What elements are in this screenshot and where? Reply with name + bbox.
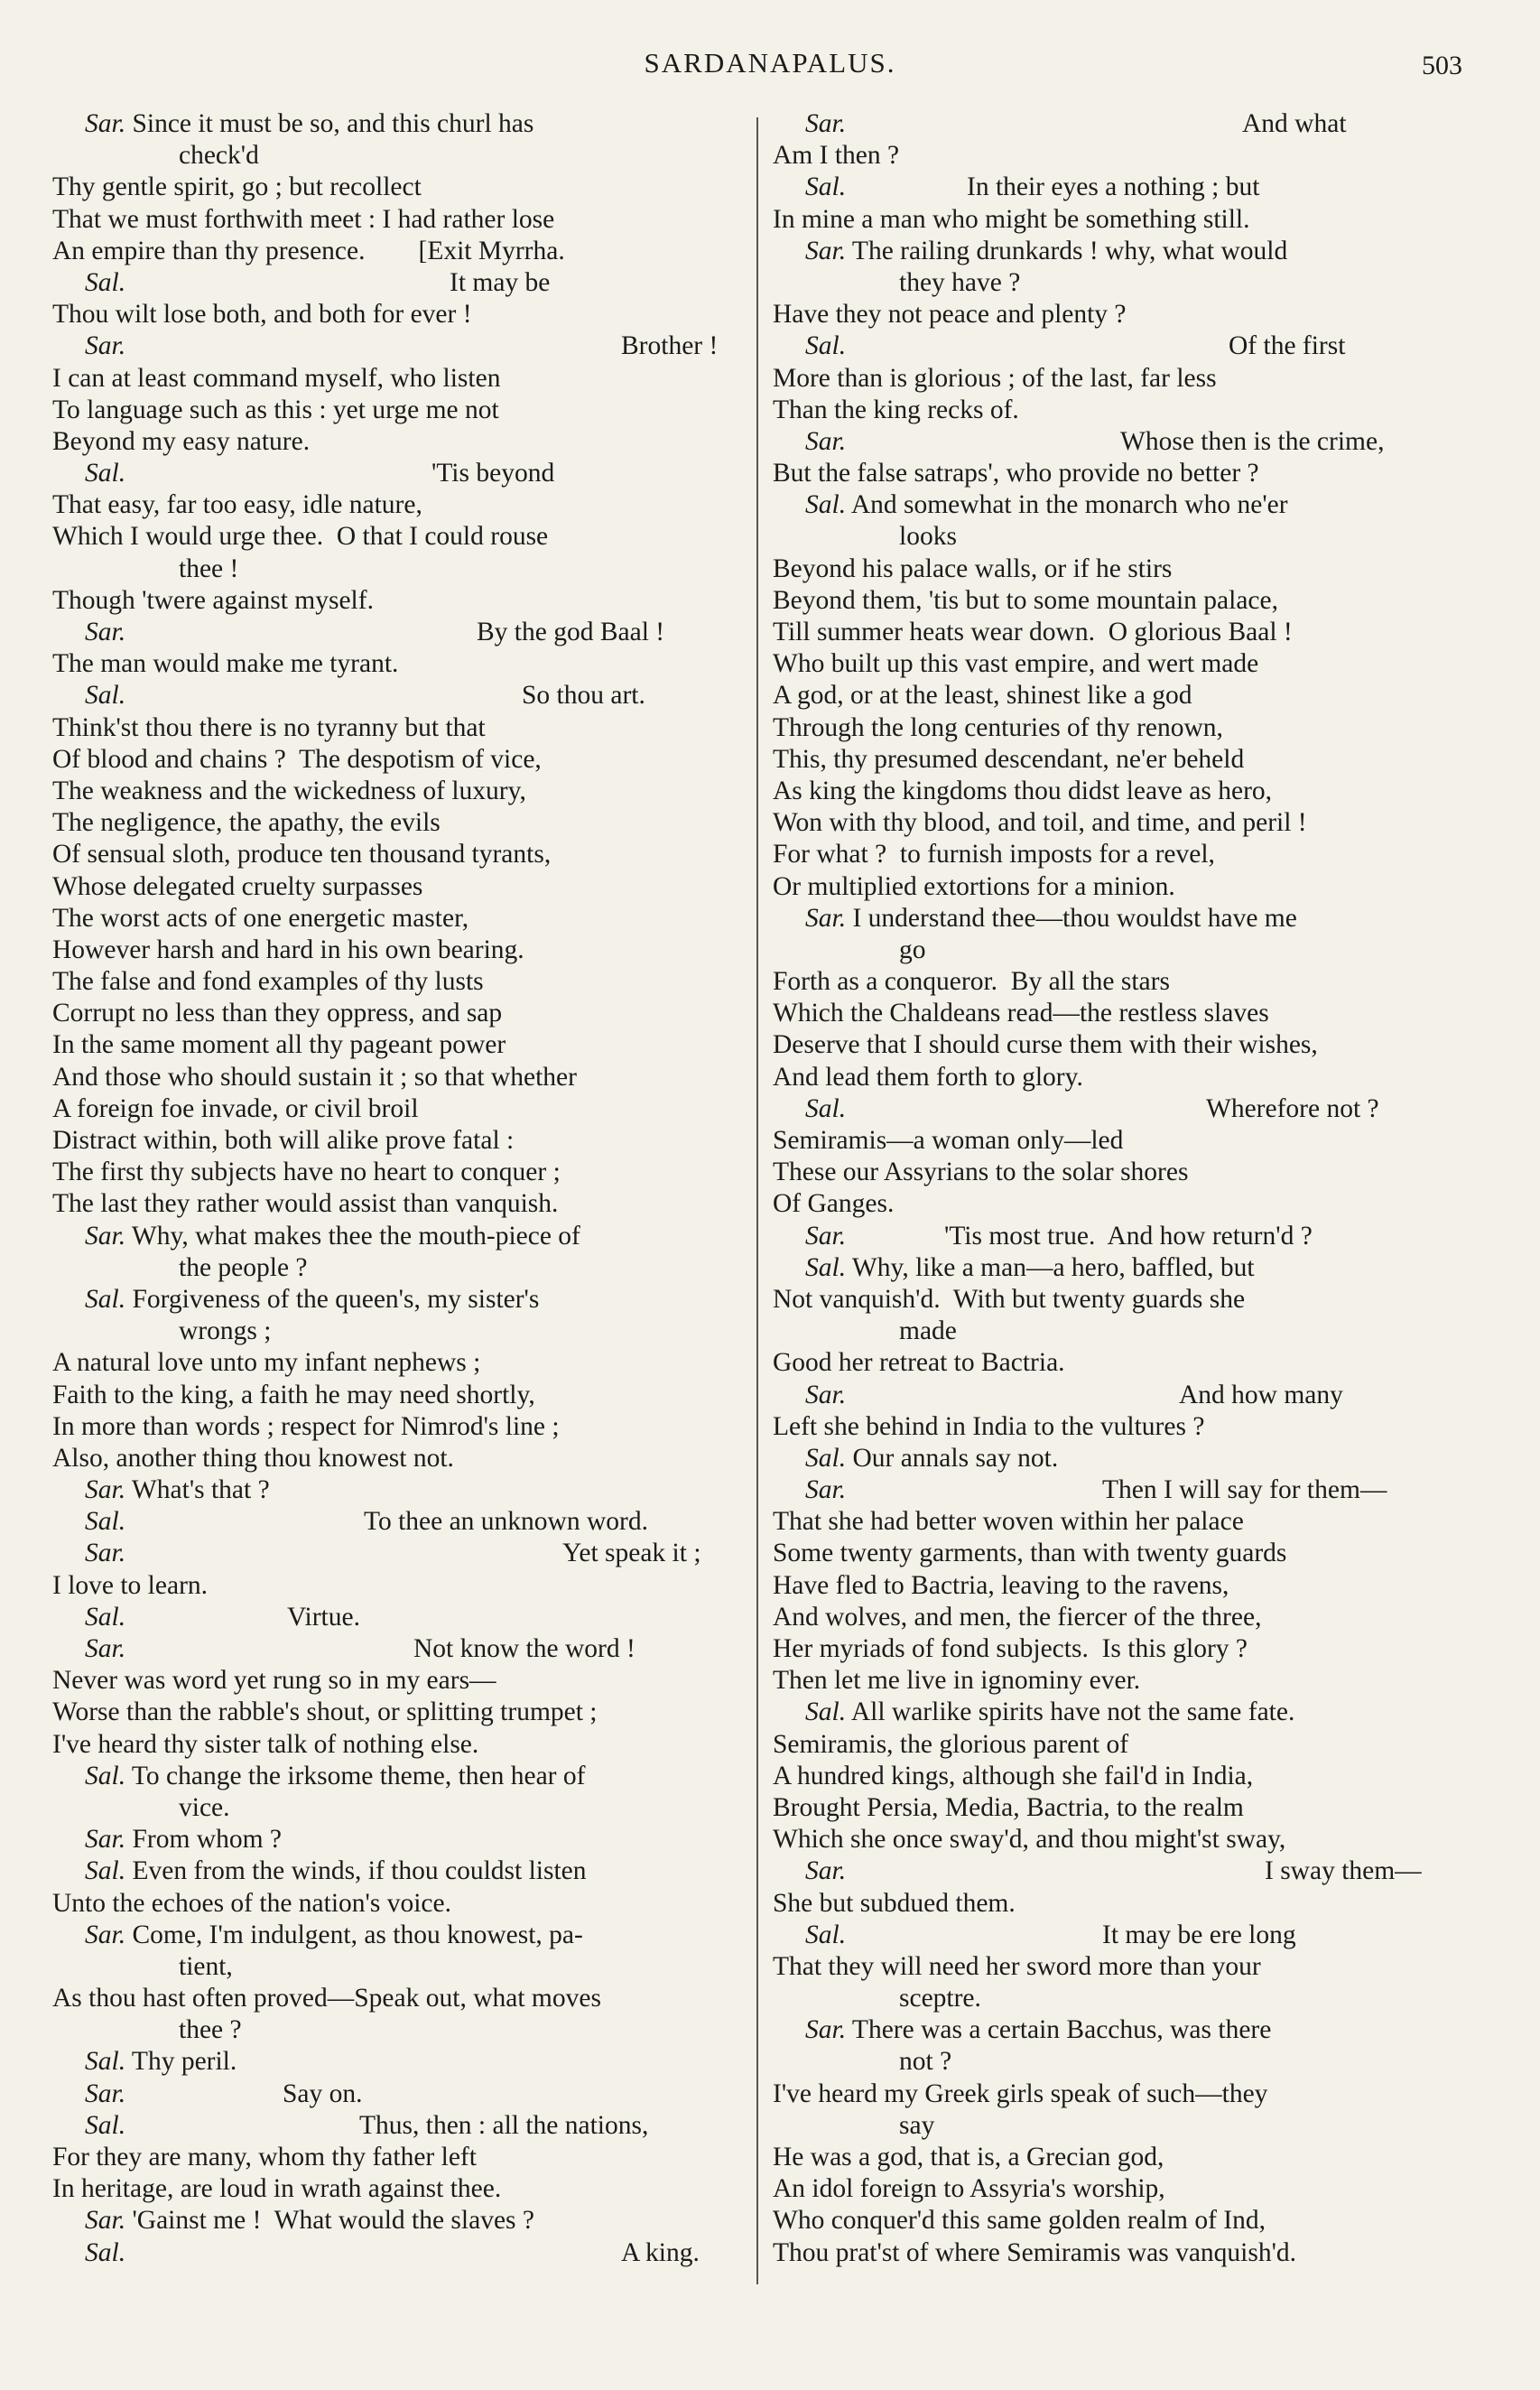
- verse-line: [773, 1474, 1486, 1506]
- line-text: To change the irksome theme, then hear of: [125, 1761, 586, 1790]
- verse-line: I've heard my Greek girls speak of such—they: [773, 2078, 1268, 2108]
- verse-line: [773, 1221, 1486, 1252]
- verse-line: Never was word yet rung so in my ears—: [52, 1666, 496, 1696]
- line-text: The railing drunkards ! why, what would: [846, 236, 1288, 265]
- speaker-name: Sal.: [805, 1697, 847, 1727]
- verse-line: More than is glorious ; of the last, far less: [773, 363, 1217, 393]
- verse-line: Which she once sway'd, and thou might'st sway,: [773, 1825, 1286, 1855]
- verse-line: tient,: [179, 1951, 233, 1981]
- verse-line: I can at least command myself, who listen: [52, 363, 501, 393]
- line-text: Since it must be so, and this churl has: [125, 109, 534, 138]
- verse-line: Good her retreat to Bactria.: [773, 1348, 1065, 1378]
- speaker-name: Sar.: [85, 1539, 126, 1568]
- verse-line: The man would make me tyrant.: [52, 649, 399, 679]
- line-text: So thou art.: [522, 681, 645, 711]
- verse-line: not ?: [899, 2047, 952, 2077]
- speaker-name: Sar.: [805, 1475, 847, 1505]
- verse-line: [52, 2110, 747, 2142]
- verse-line: [773, 1252, 1486, 1284]
- speaker-name: Sal.: [85, 2237, 126, 2267]
- line-text: Our annals say not.: [846, 1443, 1059, 1473]
- speaker-name: Sar.: [805, 426, 847, 456]
- verse-line: A natural love unto my infant nephews ;: [52, 1348, 481, 1378]
- verse-line: [773, 903, 1486, 935]
- verse-line: wrongs ;: [179, 1316, 272, 1346]
- line-text: Why, like a man—a hero, baffled, but: [846, 1252, 1255, 1282]
- verse-line: [52, 1633, 747, 1665]
- speaker-name: Sar.: [805, 2015, 847, 2045]
- verse-line: [773, 1855, 1486, 1887]
- speaker-name: Sal.: [85, 2110, 126, 2140]
- verse-line: For they are many, whom thy father left: [52, 2143, 477, 2171]
- page-number: 503: [1422, 51, 1462, 80]
- verse-line: [52, 617, 747, 648]
- line-text: Forgiveness of the queen's, my sister's: [125, 1284, 540, 1314]
- verse-line: Of blood and chains ? The despotism of vice,: [52, 744, 542, 774]
- verse-line: [52, 1538, 747, 1569]
- verse-line: A hundred kings, although she fail'd in India,: [773, 1761, 1254, 1790]
- verse-line: He was a god, that is, a Grecian god,: [773, 2143, 1164, 2171]
- verse-line: Brought Persia, Media, Bactria, to the realm: [773, 1792, 1244, 1822]
- line-text: Virtue.: [287, 1602, 360, 1632]
- speaker-name: Sar.: [805, 109, 847, 138]
- verse-line: [52, 2078, 747, 2110]
- verse-line: Of sensual sloth, produce ten thousand tyrants,: [52, 840, 552, 870]
- speaker-name: Sar.: [805, 1221, 847, 1251]
- verse-line: Some twenty garments, than with twenty guards: [773, 1539, 1287, 1568]
- verse-line: A god, or at the least, shinest like a god: [773, 681, 1192, 711]
- speaker-name: Sar.: [85, 109, 126, 138]
- line-text: A king.: [621, 2237, 700, 2267]
- verse-line: That easy, far too easy, idle nature,: [52, 490, 422, 520]
- line-text: Whose then is the crime,: [1120, 426, 1385, 456]
- verse-line: In more than words ; respect for Nimrod's line ;: [52, 1411, 560, 1441]
- verse-line: the people ?: [179, 1252, 308, 1282]
- right-column: [773, 108, 1486, 2269]
- speaker-name: Sal.: [85, 2047, 126, 2077]
- verse-line: Who built up this vast empire, and wert made: [773, 649, 1259, 679]
- verse-line: [773, 1920, 1486, 1951]
- verse-line: made: [899, 1316, 957, 1346]
- speaker-name: Sal.: [805, 172, 847, 202]
- speaker-name: Sal.: [805, 1443, 847, 1473]
- verse-line: Then let me live in ignominy ever.: [773, 1666, 1141, 1696]
- verse-line: Till summer heats wear down. O glorious Baal !: [773, 618, 1293, 646]
- verse-line: [52, 2205, 747, 2237]
- line-text: It may be: [450, 267, 551, 297]
- verse-line: [52, 1221, 747, 1252]
- verse-line: Semiramis, the glorious parent of: [773, 1729, 1129, 1759]
- speaker-name: Sal.: [805, 1093, 847, 1123]
- verse-line: Thou prat'st of where Semiramis was vanquish'd.: [773, 2237, 1297, 2267]
- line-text: Of the first: [1229, 331, 1346, 361]
- speaker-name: Sal.: [85, 681, 126, 711]
- verse-line: [52, 267, 747, 299]
- verse-line: vice.: [179, 1792, 230, 1822]
- speaker-name: Sal.: [85, 1284, 126, 1314]
- verse-line: sceptre.: [899, 1984, 981, 2013]
- verse-line: say: [899, 2110, 935, 2140]
- verse-line: The worst acts of one energetic master,: [52, 903, 469, 933]
- verse-line: [52, 1506, 747, 1538]
- verse-line: Or multiplied extortions for a minion.: [773, 871, 1175, 901]
- verse-line: [773, 1697, 1486, 1728]
- verse-line: Faith to the king, a faith he may need shortly,: [52, 1380, 535, 1409]
- line-text: And somewhat in the monarch who ne'er: [846, 490, 1288, 520]
- speaker-name: Sal.: [85, 1602, 126, 1632]
- line-text: Even from the winds, if thou couldst listen: [125, 1856, 587, 1886]
- line-text: I sway them—: [1265, 1856, 1422, 1886]
- verse-line: they have ?: [899, 267, 1021, 297]
- verse-line: check'd: [179, 141, 259, 171]
- verse-line: looks: [899, 522, 957, 552]
- line-text: What's that ?: [125, 1475, 270, 1505]
- verse-line: [52, 108, 747, 140]
- verse-line: An empire than thy presence. [Exit Myrrha.: [52, 236, 565, 265]
- verse-line: This, thy presumed descendant, ne'er beheld: [773, 744, 1245, 774]
- verse-line: [52, 2046, 747, 2078]
- verse-line: Also, another thing thou knowest not.: [52, 1443, 454, 1473]
- verse-line: Her myriads of fond subjects. Is this glory ?: [773, 1634, 1248, 1663]
- verse-line: Won with thy blood, and toil, and time, and peril !: [773, 808, 1307, 838]
- verse-line: Who conquer'd this same golden realm of Ind,: [773, 2206, 1266, 2236]
- left-column: [52, 108, 747, 2269]
- speaker-name: Sal.: [85, 459, 126, 488]
- verse-line: Not vanquish'd. With but twenty guards she: [773, 1284, 1246, 1314]
- line-text: All warlike spirits have not the same fate.: [846, 1697, 1295, 1727]
- line-text: Thus, then : all the nations,: [359, 2110, 649, 2140]
- verse-line: Have fled to Bactria, leaving to the ravens,: [773, 1570, 1229, 1600]
- verse-line: [52, 1284, 747, 1316]
- verse-line: Unto the echoes of the nation's voice.: [52, 1888, 451, 1918]
- line-text: 'Tis beyond: [431, 459, 555, 488]
- verse-line: But the false satraps', who provide no better ?: [773, 459, 1259, 488]
- verse-line: A foreign foe invade, or civil broil: [52, 1093, 419, 1123]
- speaker-name: Sal.: [805, 1920, 847, 1949]
- verse-line: The last they rather would assist than vanquish.: [52, 1189, 559, 1219]
- line-text: I understand thee—thou wouldst have me: [846, 903, 1297, 933]
- verse-line: [773, 2014, 1486, 2046]
- verse-line: Thou wilt lose both, and both for ever !: [52, 300, 472, 330]
- verse-line: In the same moment all thy pageant power: [52, 1030, 506, 1060]
- verse-line: Forth as a conqueror. By all the stars: [773, 967, 1170, 997]
- verse-line: Beyond my easy nature.: [52, 426, 311, 456]
- verse-line: [52, 1855, 747, 1887]
- verse-line: [773, 1093, 1486, 1125]
- verse-line: [773, 330, 1486, 362]
- verse-line: As thou hast often proved—Speak out, what moves: [52, 1984, 601, 2013]
- speaker-name: Sal.: [85, 1507, 126, 1537]
- speaker-name: Sar.: [805, 903, 847, 933]
- verse-line: Semiramis—a woman only—led: [773, 1126, 1124, 1155]
- line-text: And how many: [1179, 1380, 1343, 1409]
- speaker-name: Sal.: [805, 490, 847, 520]
- verse-line: I've heard thy sister talk of nothing else.: [52, 1729, 479, 1759]
- verse-line: Which the Chaldeans read—the restless slaves: [773, 999, 1269, 1028]
- verse-line: Of Ganges.: [773, 1189, 895, 1219]
- verse-line: [52, 1602, 747, 1633]
- line-text: Thy peril.: [125, 2047, 237, 2077]
- line-text: Not know the word !: [413, 1634, 635, 1663]
- line-text: Brother !: [621, 331, 719, 361]
- speaker-name: Sar.: [805, 1856, 847, 1886]
- speaker-name: Sar.: [85, 1920, 126, 1949]
- speaker-name: Sal.: [85, 1856, 126, 1886]
- verse-line: thee !: [179, 553, 239, 583]
- verse-line: In mine a man who might be something still.: [773, 204, 1250, 234]
- speaker-name: Sar.: [85, 1634, 126, 1663]
- line-text: By the god Baal !: [477, 618, 665, 646]
- verse-line: Thy gentle spirit, go ; but recollect: [52, 172, 422, 202]
- verse-line: thee ?: [179, 2015, 242, 2045]
- verse-line: [773, 108, 1486, 140]
- verse-line: Think'st thou there is no tyranny but that: [52, 712, 486, 742]
- line-text: 'Gainst me ! What would the slaves ?: [125, 2206, 534, 2236]
- speaker-name: Sar.: [85, 331, 126, 361]
- verse-line: Deserve that I should curse them with their wishes,: [773, 1030, 1318, 1060]
- verse-line: [773, 172, 1486, 203]
- speaker-name: Sar.: [85, 2206, 126, 2236]
- verse-line: I love to learn.: [52, 1570, 209, 1600]
- running-title: SARDANAPALUS.: [644, 47, 896, 79]
- verse-line: She but subdued them.: [773, 1888, 1016, 1918]
- verse-line: The negligence, the apathy, the evils: [52, 808, 441, 838]
- verse-line: Though 'twere against myself.: [52, 585, 374, 615]
- verse-line: Which I would urge thee. O that I could rouse: [52, 522, 549, 552]
- speaker-name: Sar.: [85, 1221, 126, 1251]
- verse-line: Whose delegated cruelty surpasses: [52, 871, 423, 901]
- verse-line: The false and fond examples of thy lusts: [52, 967, 484, 997]
- verse-line: That we must forthwith meet : I had rather lose: [52, 204, 555, 234]
- verse-line: [52, 330, 747, 362]
- verse-line: The weakness and the wickedness of luxury,: [52, 776, 526, 805]
- speaker-name: Sal.: [85, 267, 126, 297]
- verse-line: To language such as this : yet urge me not: [52, 395, 499, 424]
- line-text: Then I will say for them—: [1102, 1475, 1387, 1505]
- verse-line: [773, 1443, 1486, 1474]
- verse-line: Distract within, both will alike prove fatal :: [52, 1126, 515, 1155]
- verse-line: [52, 1474, 747, 1506]
- verse-line: [52, 2237, 747, 2269]
- verse-line: The first thy subjects have no heart to conquer ;: [52, 1158, 561, 1187]
- verse-line: And wolves, and men, the fiercer of the three,: [773, 1602, 1262, 1632]
- line-text: It may be ere long: [1102, 1920, 1296, 1949]
- verse-line: That they will need her sword more than your: [773, 1951, 1261, 1981]
- line-text: Yet speak it ;: [562, 1539, 701, 1568]
- verse-line: That she had better woven within her palace: [773, 1507, 1244, 1537]
- speaker-name: Sar.: [805, 236, 847, 265]
- speaker-name: Sal.: [805, 331, 847, 361]
- verse-line: [52, 1824, 747, 1855]
- verse-line: [52, 1761, 747, 1792]
- verse-line: [773, 1380, 1486, 1411]
- verse-line: [52, 1920, 747, 1951]
- speaker-name: Sar.: [85, 2078, 126, 2108]
- verse-line: [773, 426, 1486, 458]
- line-text: 'Tis most true. And how return'd ?: [944, 1221, 1313, 1251]
- verse-line: For what ? to furnish imposts for a revel,: [773, 840, 1215, 870]
- verse-line: Corrupt no less than they oppress, and sap: [52, 999, 503, 1028]
- line-text: And what: [1242, 109, 1347, 138]
- column-divider: [756, 117, 758, 2284]
- verse-line: [52, 680, 747, 711]
- verse-line: Worse than the rabble's shout, or splitting trumpet ;: [52, 1697, 598, 1727]
- line-text: Wherefore not ?: [1206, 1093, 1379, 1123]
- page-header: [0, 40, 1540, 94]
- speaker-name: Sal.: [805, 1252, 847, 1282]
- verse-line: [773, 236, 1486, 267]
- line-text: To thee an unknown word.: [364, 1507, 648, 1537]
- verse-line: Have they not peace and plenty ?: [773, 300, 1127, 330]
- verse-line: [52, 458, 747, 489]
- verse-line: In heritage, are loud in wrath against thee.: [52, 2174, 502, 2204]
- verse-line: Am I then ?: [773, 141, 900, 171]
- speaker-name: Sar.: [805, 1380, 847, 1409]
- speaker-name: Sar.: [85, 618, 126, 646]
- verse-line: Beyond his palace walls, or if he stirs: [773, 553, 1173, 583]
- verse-line: And those who should sustain it ; so that whether: [52, 1062, 577, 1092]
- verse-line: As king the kingdoms thou didst leave as hero,: [773, 776, 1273, 805]
- speaker-name: Sar.: [85, 1825, 126, 1855]
- line-text: Come, I'm indulgent, as thou knowest, pa-: [125, 1920, 583, 1949]
- speaker-name: Sal.: [85, 1761, 126, 1790]
- verse-line: [773, 489, 1486, 521]
- line-text: In their eyes a nothing ; but: [967, 172, 1260, 202]
- verse-line: However harsh and hard in his own bearing.: [52, 935, 524, 964]
- line-text: From whom ?: [125, 1825, 282, 1855]
- line-text: There was a certain Bacchus, was there: [846, 2015, 1272, 2045]
- verse-line: Left she behind in India to the vultures ?: [773, 1411, 1205, 1441]
- line-text: Why, what makes thee the mouth-piece of: [125, 1221, 580, 1251]
- verse-line: These our Assyrians to the solar shores: [773, 1158, 1189, 1187]
- verse-line: Beyond them, 'tis but to some mountain palace,: [773, 585, 1278, 615]
- verse-line: go: [899, 935, 926, 964]
- line-text: Say on.: [283, 2078, 363, 2108]
- verse-line: And lead them forth to glory.: [773, 1062, 1083, 1092]
- verse-line: An idol foreign to Assyria's worship,: [773, 2174, 1165, 2204]
- verse-line: Through the long centuries of thy renown,: [773, 712, 1223, 742]
- verse-line: Than the king recks of.: [773, 395, 1019, 424]
- speaker-name: Sar.: [85, 1475, 126, 1505]
